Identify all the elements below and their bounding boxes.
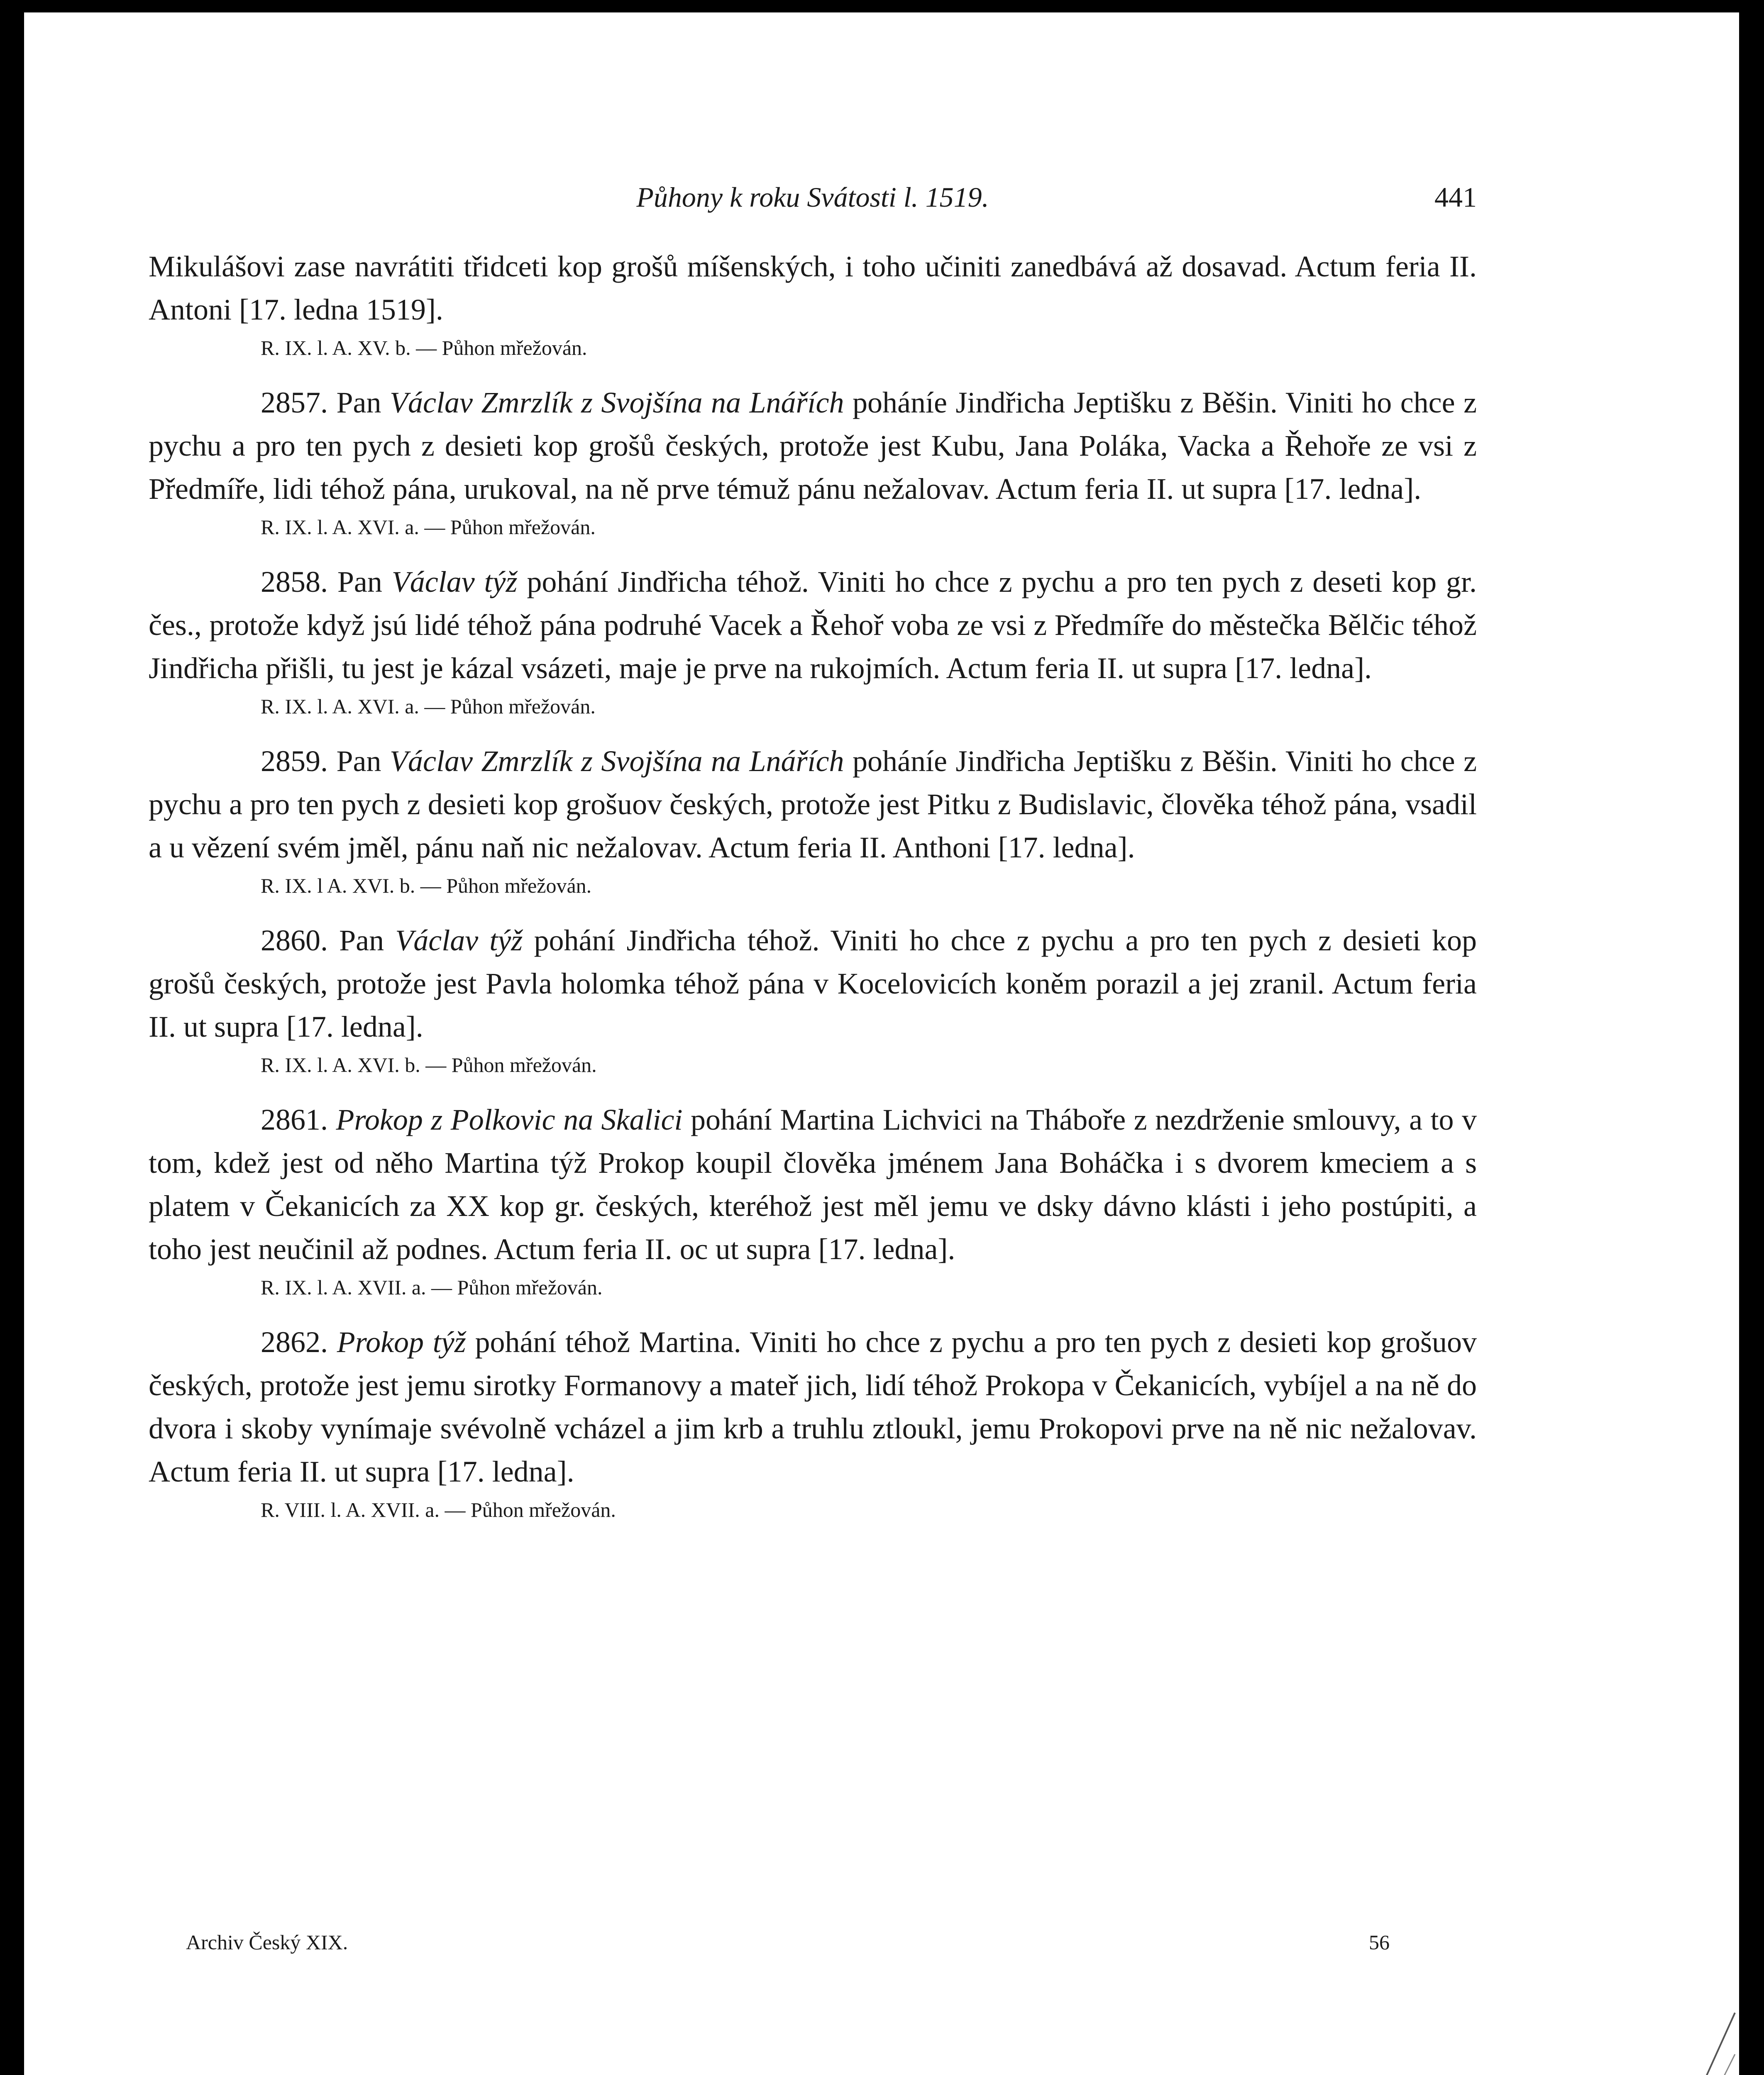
- archival-signature: R. IX. l. A. XVII. a. — Půhon mřežován.: [261, 1276, 603, 1299]
- archival-signature: R. IX. l. A. XVI. b. — Půhon mřežován.: [261, 1053, 597, 1077]
- entry-number: 2857.: [261, 386, 328, 419]
- lead-entry: [149, 245, 1477, 364]
- archival-signature: R. IX. l. A. XVI. a. — Půhon mřežován.: [261, 695, 596, 718]
- entry-paragraph: [149, 1321, 1477, 1493]
- person-names: Václav týž: [391, 565, 518, 598]
- entry-text: pohání Jindřicha téhož. Viniti ho chce z pychu a pro ten pych z desieti kop grošů českých, protože jest Pavla holomka téhož pána v Kocelovicích koněm porazil a jej zranil. Actum feria II. ut supra [17. ledna].: [149, 924, 1477, 1043]
- person-names: Václav Zmrzlík z Svojšína na Lnářích: [390, 386, 844, 419]
- entry-paragraph: [149, 1098, 1477, 1271]
- page-footer: [186, 1926, 1390, 1959]
- entry-lead-word: Pan: [339, 924, 384, 957]
- page-number: 441: [1434, 181, 1477, 213]
- document-page: [24, 12, 1739, 2075]
- running-title: Půhony k roku Svátosti l. 1519.: [636, 181, 989, 213]
- footer-volume: Archiv Český XIX.: [186, 1931, 348, 1954]
- archival-signature: R. IX. l. A. XVI. a. — Půhon mřežován.: [261, 515, 596, 539]
- entry-paragraph: [149, 740, 1477, 869]
- archival-signature: R. IX. l A. XVI. b. — Půhon mřežován.: [261, 874, 592, 897]
- entry-number: 2862.: [261, 1326, 328, 1359]
- entry-number: 2861.: [261, 1103, 328, 1136]
- lead-paragraph: Mikulášovi zase navrátiti třidceti kop grošů míšenských, i toho učiniti zanedbává až dosavad. Actum feria II. Antoni [17. ledna 1519].: [149, 250, 1477, 326]
- entry-number: 2858.: [261, 565, 328, 598]
- entry-lead-word: Pan: [336, 386, 381, 419]
- running-head: [149, 178, 1477, 216]
- entry-2862: [149, 1321, 1477, 1526]
- text-block: [149, 178, 1477, 1543]
- entry-number: 2860.: [261, 924, 328, 957]
- person-names: Prokop z Polkovic na Skalici: [336, 1103, 683, 1136]
- entry-text: poháníe Jindřicha Jeptišku z Běšin. Viniti ho chce z pychu a pro ten pych z desieti kop grošů českých, protože jest Kubu, Jana Poláka, Vacka a Řehoře ze vsi z Předmíře, lidi téhož pána, urukoval, na ně prve témuž pánu nežalovav. Actum feria II. ut supra [17. ledna].: [149, 386, 1477, 505]
- entry-number: 2859.: [261, 745, 328, 778]
- entry-text: pohání Jindřicha téhož. Viniti ho chce z pychu a pro ten pych z deseti kop gr. čes., protože když jsú lidé téhož pána podruhé Vacek a Řehoř voba ze vsi z Předmíře do městečka Bělčic téhož Jindřicha přišli, tu jest je kázal vsázeti, maje je prve na rukojmích. Actum feria II. ut supra [17. ledna].: [149, 565, 1477, 685]
- footer-signature-number: 56: [1369, 1931, 1390, 1954]
- person-names: Prokop týž: [337, 1326, 466, 1359]
- entry-2858: [149, 560, 1477, 723]
- entry-text: poháníe Jindřicha Jeptišku z Běšin. Viniti ho chce z pychu a pro ten pych z desieti kop grošuov českých, protože jest Pitku z Budislavic, člověka téhož pána, vsadil a u vězení svém jměl, pánu naň nic nežalovav. Actum feria II. Anthoni [17. ledna].: [149, 745, 1477, 864]
- entry-lead-word: Pan: [337, 565, 382, 598]
- person-names: Václav týž: [395, 924, 523, 957]
- entry-paragraph: [149, 381, 1477, 510]
- entry-paragraph: [149, 919, 1477, 1048]
- entry-2861: [149, 1098, 1477, 1304]
- archival-signature: R. IX. l. A. XV. b. — Půhon mřežován.: [261, 336, 587, 359]
- entry-text: pohání Martina Lichvici na Tháboře z nezdrženie smlouvy, a to v tom, kdež jest od něho Martina týž Prokop koupil člověka jménem Jana Boháčka i s dvorem kmeciem a s platem v Čekanicích za XX kop gr. českých, kteréhož jest měl jemu ve dsky dávno klásti i jeho postúpiti, a toho jest neučinil až podnes. Actum feria II. oc ut supra [17. ledna].: [149, 1103, 1477, 1266]
- entry-2859: [149, 740, 1477, 902]
- entry-text: pohání téhož Martina. Viniti ho chce z pychu a pro ten pych z desieti kop grošuov českých, protože jest jemu sirotky Formanovy a mateř jich, lidí téhož Prokopa v Čekanicích, vybíjel a na ně do dvora i skoby vynímaje svévolně vcházel a jim krb a truhlu ztloukl, jemu Prokopovi prve na ně nic nežalovav. Actum feria II. ut supra [17. ledna].: [149, 1326, 1477, 1488]
- entry-paragraph: [149, 560, 1477, 690]
- entry-2860: [149, 919, 1477, 1081]
- page-edge-mark: [1631, 2004, 1739, 2075]
- entry-lead-word: Pan: [336, 745, 381, 778]
- person-names: Václav Zmrzlík z Svojšína na Lnářích: [390, 745, 844, 778]
- entry-2857: [149, 381, 1477, 544]
- archival-signature: R. VIII. l. A. XVII. a. — Půhon mřežován.: [261, 1498, 616, 1521]
